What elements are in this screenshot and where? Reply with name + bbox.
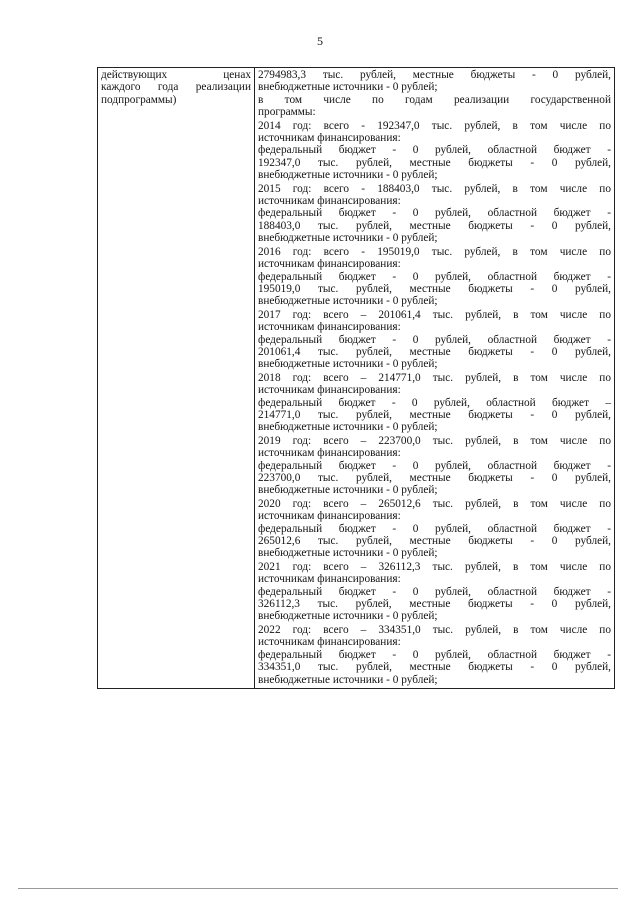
parameter-value-text bbox=[258, 69, 611, 686]
text-line: источникам финансирования: bbox=[258, 321, 401, 334]
text-line: внебюджетные источники - 0 рублей; bbox=[258, 358, 438, 371]
text-line: внебюджетные источники - 0 рублей; bbox=[258, 81, 438, 94]
text-line: внебюджетные источники - 0 рублей; bbox=[258, 547, 438, 560]
text-line: федеральный бюджет - 0 рублей, областной бюджет - bbox=[258, 207, 611, 220]
text-line: внебюджетные источники - 0 рублей; bbox=[258, 484, 438, 497]
table-row bbox=[98, 68, 615, 689]
text-line: федеральный бюджет - 0 рублей, областной бюджет - bbox=[258, 648, 611, 661]
text-line: федеральный бюджет - 0 рублей, областной бюджет - bbox=[258, 144, 611, 157]
text-line: 2022 год: всего – 334351,0 тыс. рублей, в том числе по bbox=[258, 623, 611, 636]
footer-divider bbox=[18, 888, 618, 889]
text-line: действующих ценах bbox=[101, 69, 251, 81]
text-line: 2014 год: всего - 192347,0 тыс. рублей, в том числе по bbox=[258, 119, 611, 132]
text-line: источникам финансирования: bbox=[258, 447, 401, 460]
text-line: внебюджетные источники - 0 рублей; bbox=[258, 295, 438, 308]
parameter-name-cell bbox=[98, 68, 255, 689]
text-line: 326112,3 тыс. рублей, местные бюджеты - 0 рублей, bbox=[258, 598, 611, 611]
text-line: источникам финансирования: bbox=[258, 573, 401, 586]
text-line: источникам финансирования: bbox=[258, 636, 401, 649]
text-line: каждого года реализации bbox=[101, 81, 251, 94]
text-line: 2015 год: всего - 188403,0 тыс. рублей, в том числе по bbox=[258, 182, 611, 195]
text-line: источникам финансирования: bbox=[258, 258, 401, 271]
text-line: программы: bbox=[258, 106, 316, 119]
text-line: источникам финансирования: bbox=[258, 195, 401, 208]
text-line: 195019,0 тыс. рублей, местные бюджеты - 0 рублей, bbox=[258, 282, 611, 295]
text-line: федеральный бюджет - 0 рублей, областной бюджет - bbox=[258, 270, 611, 283]
text-line: 188403,0 тыс. рублей, местные бюджеты - 0 рублей, bbox=[258, 219, 611, 232]
text-line: 2019 год: всего – 223700,0 тыс. рублей, в том числе по bbox=[258, 434, 611, 447]
text-line: внебюджетные источники - 0 рублей; bbox=[258, 232, 438, 245]
text-line: 192347,0 тыс. рублей, местные бюджеты - 0 рублей, bbox=[258, 156, 611, 169]
text-line: внебюджетные источники - 0 рублей; bbox=[258, 421, 438, 434]
text-line: федеральный бюджет - 0 рублей, областной бюджет - bbox=[258, 522, 611, 535]
text-line: 2020 год: всего – 265012,6 тыс. рублей, в том числе по bbox=[258, 497, 611, 510]
text-line: внебюджетные источники - 0 рублей; bbox=[258, 673, 438, 686]
text-line: источникам финансирования: bbox=[258, 132, 401, 145]
text-line: 334351,0 тыс. рублей, местные бюджеты - 0 рублей, bbox=[258, 661, 611, 674]
text-line: в том числе по годам реализации государственной bbox=[258, 93, 611, 106]
text-line: 2021 год: всего – 326112,3 тыс. рублей, в том числе по bbox=[258, 560, 611, 573]
text-line: источникам финансирования: bbox=[258, 510, 401, 523]
text-line: 2794983,3 тыс. рублей, местные бюджеты - 0 рублей, bbox=[258, 69, 611, 81]
page-number: 5 bbox=[317, 34, 323, 48]
financing-table bbox=[97, 67, 615, 689]
text-line: федеральный бюджет - 0 рублей, областной бюджет – bbox=[258, 396, 611, 409]
text-line: источникам финансирования: bbox=[258, 384, 401, 397]
text-line: 265012,6 тыс. рублей, местные бюджеты - 0 рублей, bbox=[258, 535, 611, 548]
text-line: 2017 год: всего – 201061,4 тыс. рублей, в том числе по bbox=[258, 308, 611, 321]
text-line: федеральный бюджет - 0 рублей, областной бюджет - bbox=[258, 459, 611, 472]
text-line: 223700,0 тыс. рублей, местные бюджеты - 0 рублей, bbox=[258, 472, 611, 484]
text-line: внебюджетные источники - 0 рублей; bbox=[258, 169, 438, 182]
parameter-name-text bbox=[101, 69, 251, 106]
parameter-value-cell bbox=[255, 68, 615, 689]
text-line: федеральный бюджет - 0 рублей, областной бюджет - bbox=[258, 585, 611, 598]
text-line: внебюджетные источники - 0 рублей; bbox=[258, 610, 438, 623]
text-line: 2016 год: всего - 195019,0 тыс. рублей, в том числе по bbox=[258, 245, 611, 258]
text-line: федеральный бюджет - 0 рублей, областной бюджет - bbox=[258, 333, 611, 346]
text-line: 201061,4 тыс. рублей, местные бюджеты - 0 рублей, bbox=[258, 345, 611, 358]
text-line: 2018 год: всего – 214771,0 тыс. рублей, в том числе по bbox=[258, 371, 611, 384]
text-line: подпрограммы) bbox=[101, 93, 177, 106]
text-line: 214771,0 тыс. рублей, местные бюджеты - 0 рублей, bbox=[258, 408, 611, 421]
